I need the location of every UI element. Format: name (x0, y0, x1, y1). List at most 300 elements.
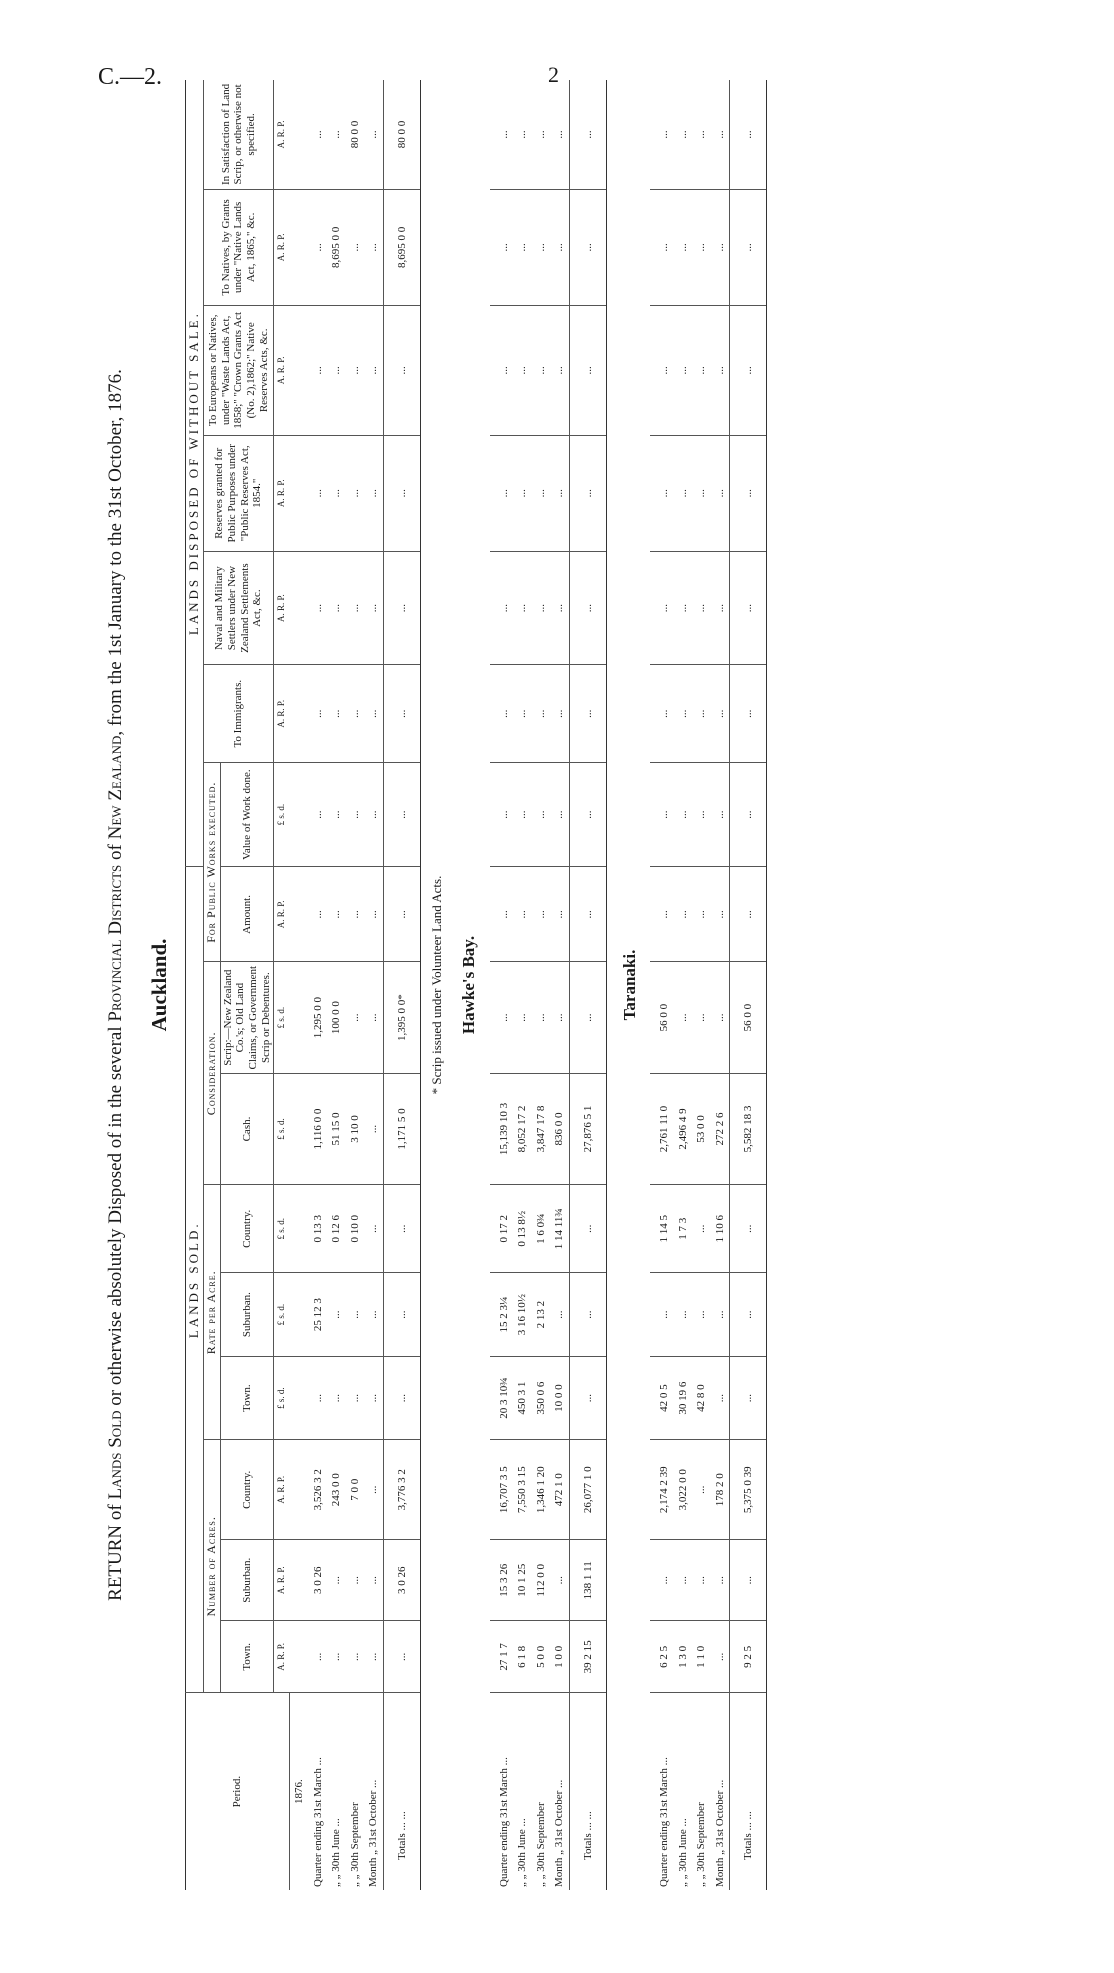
table-cell: ... (490, 665, 514, 762)
totals-cell: ... (730, 1273, 767, 1357)
table-cell: ... (692, 1273, 711, 1357)
table-cell: 27 1 7 (490, 1621, 514, 1693)
totals-cell: 5,375 0 39 (730, 1440, 767, 1540)
table-row (532, 80, 551, 1890)
table-cell: ... (346, 962, 365, 1073)
table-cell: 3,526 3 2 (309, 1440, 328, 1540)
table-cell: ... (364, 1073, 383, 1184)
totals-cell: ... (730, 305, 767, 435)
period-cell: „ „ 30th September (534, 1802, 547, 1887)
table-cell: ... (513, 867, 532, 962)
table-cell: ... (711, 80, 730, 189)
table-cell: ... (309, 189, 328, 305)
totals-cell: 1,395 0 0* (383, 962, 420, 1073)
table-cell: 10 1 25 (513, 1540, 532, 1621)
consideration-header: Consideration. (203, 962, 220, 1185)
period-cell: „ „ 30th June ... (330, 1818, 343, 1887)
table-cell: 6 2 5 (650, 1621, 674, 1693)
table-cell: ... (364, 551, 383, 665)
table-cell: ... (692, 435, 711, 551)
table-cell: 0 10 0 (346, 1185, 365, 1273)
section-heading: Taranaki. (619, 949, 639, 1021)
totals-cell: 8,695 0 0 (383, 189, 420, 305)
table-cell: ... (550, 80, 569, 189)
section-heading: Hawke's Bay. (459, 935, 479, 1035)
totals-cell: ... (569, 1185, 606, 1273)
table-cell: ... (650, 665, 674, 762)
scrip-header: Scrip:—New Zealand Co.'s; Old Land Claims, or Government Scrip or Debentures. (220, 962, 274, 1073)
table-cell: ... (711, 962, 730, 1073)
totals-cell: ... (569, 867, 606, 962)
table-cell: ... (364, 1185, 383, 1273)
table-cell: ... (490, 189, 514, 305)
table-cell: 1 3 0 (674, 1621, 693, 1693)
table-cell: ... (692, 305, 711, 435)
page-code: C.—2. (98, 64, 163, 90)
table-cell: 1,346 1 20 (532, 1440, 551, 1540)
table-row (309, 80, 328, 1890)
period-cell: Month „ 31st October ... (713, 1779, 726, 1887)
table-cell: 15 2 3¼ (490, 1273, 514, 1357)
totals-cell: ... (383, 435, 420, 551)
period-cell: Month „ 31st October ... (553, 1779, 566, 1887)
table-cell: ... (364, 435, 383, 551)
table-cell: ... (532, 551, 551, 665)
footnote-row (420, 80, 446, 1890)
totals-cell: ... (569, 1273, 606, 1357)
table-cell: 7 0 0 (346, 1440, 365, 1540)
table-cell: 7,550 3 15 (513, 1440, 532, 1540)
table-cell: ... (346, 1540, 365, 1621)
table-cell: ... (327, 305, 346, 435)
acres-town-header: Town. (220, 1621, 274, 1693)
period-cell: „ „ 30th June ... (676, 1818, 689, 1887)
table-cell: ... (490, 551, 514, 665)
table-cell: 10 0 0 (550, 1356, 569, 1440)
totals-label: Totals ... ... (730, 1693, 767, 1890)
table-cell: ... (692, 762, 711, 866)
table-cell: 1 14 11¾ (550, 1185, 569, 1273)
table-row (650, 80, 674, 1890)
table-cell: ... (490, 867, 514, 962)
totals-cell: 39 2 15 (569, 1621, 606, 1693)
totals-cell: ... (383, 1273, 420, 1357)
amount-header: Amount. (220, 867, 274, 962)
table-cell: ... (550, 189, 569, 305)
table-cell: ... (513, 435, 532, 551)
section-heading-row (606, 80, 650, 1890)
table-row (674, 80, 693, 1890)
table-cell: ... (513, 305, 532, 435)
year-label: 1876. (293, 1779, 306, 1805)
table-cell: ... (490, 762, 514, 866)
table-cell: 100 0 0 (327, 962, 346, 1073)
period-cell: Quarter ending 31st March ... (497, 1757, 510, 1887)
table-cell: ... (550, 867, 569, 962)
table-cell: 472 1 0 (550, 1440, 569, 1540)
totals-cell: 1,171 5 0 (383, 1073, 420, 1184)
table-cell: ... (364, 665, 383, 762)
table-row (513, 80, 532, 1890)
totals-cell: ... (730, 435, 767, 551)
table-cell: ... (650, 762, 674, 866)
totals-cell: 138 1 11 (569, 1540, 606, 1621)
period-cell: „ „ 30th September (348, 1802, 361, 1887)
table-cell: 1,295 0 0 (309, 962, 328, 1073)
table-cell: ... (364, 867, 383, 962)
period-header: Period. (186, 1693, 290, 1890)
table-cell: ... (711, 189, 730, 305)
table-cell: ... (364, 1440, 383, 1540)
period-cell: Quarter ending 31st March ... (311, 1757, 324, 1887)
totals-cell: ... (569, 189, 606, 305)
totals-cell: ... (730, 1356, 767, 1440)
table-cell: ... (674, 189, 693, 305)
totals-cell: ... (730, 551, 767, 665)
table-cell: ... (364, 762, 383, 866)
table-cell: ... (327, 1540, 346, 1621)
table-cell: ... (513, 665, 532, 762)
table-cell: ... (532, 435, 551, 551)
table-cell: 8,052 17 2 (513, 1073, 532, 1184)
table-cell: ... (550, 551, 569, 665)
totals-cell: ... (730, 762, 767, 866)
totals-cell: 9 2 5 (730, 1621, 767, 1693)
table-cell: ... (674, 665, 693, 762)
table-cell: ... (692, 1185, 711, 1273)
totals-cell: ... (730, 189, 767, 305)
table-cell: ... (309, 1621, 328, 1693)
table-cell: 0 13 3 (309, 1185, 328, 1273)
table-cell: ... (327, 665, 346, 762)
table-cell: ... (309, 80, 328, 189)
table-cell: ... (346, 1621, 365, 1693)
table-cell: 112 0 0 (532, 1540, 551, 1621)
table-cell: 1 6 0¾ (532, 1185, 551, 1273)
table-cell: 2,496 4 9 (674, 1073, 693, 1184)
table-cell: 0 12 6 (327, 1185, 346, 1273)
table-cell: ... (532, 665, 551, 762)
europeans-header: To Europeans or Natives, under "Waste Lands Act, 1858;" "Crown Grants Act (No. 2),1862;" Native Reserves Acts, &c. (203, 305, 273, 435)
cash-header: Cash. (220, 1073, 274, 1184)
year-row (290, 80, 309, 1890)
table-cell: 6 1 8 (513, 1621, 532, 1693)
table-cell: ... (692, 189, 711, 305)
table-cell: ... (692, 80, 711, 189)
natives-header: To Natives, by Grants under "Native Lands Act, 1865," &c. (203, 189, 273, 305)
table-cell: ... (364, 1273, 383, 1357)
table-cell: ... (364, 80, 383, 189)
page-number: 2 (548, 62, 559, 87)
rotated-table-page (105, 80, 985, 1890)
totals-cell: 26,077 1 0 (569, 1440, 606, 1540)
section-heading-row (446, 80, 490, 1890)
table-cell: 1 1 0 (692, 1621, 711, 1693)
table-cell: ... (346, 435, 365, 551)
table-cell: 450 3 1 (513, 1356, 532, 1440)
table-cell: ... (711, 1540, 730, 1621)
table-cell: ... (513, 551, 532, 665)
table-cell: 3 10 0 (346, 1073, 365, 1184)
table-cell: 42 0 5 (650, 1356, 674, 1440)
table-cell: ... (674, 762, 693, 866)
totals-cell: 56 0 0 (730, 962, 767, 1073)
table-cell: 0 13 8½ (513, 1185, 532, 1273)
table-cell: ... (550, 665, 569, 762)
table-cell: ... (650, 189, 674, 305)
table-cell: ... (364, 1621, 383, 1693)
table-cell: ... (650, 80, 674, 189)
table-cell: ... (692, 551, 711, 665)
table-cell: 350 0 6 (532, 1356, 551, 1440)
table-cell: ... (309, 435, 328, 551)
table-row (490, 80, 514, 1890)
table-cell: ... (346, 305, 365, 435)
table-cell: ... (674, 867, 693, 962)
table-cell: ... (364, 1356, 383, 1440)
table-cell: 56 0 0 (650, 962, 674, 1073)
table-row (692, 80, 711, 1890)
table-cell: 1,116 0 0 (309, 1073, 328, 1184)
table-cell: ... (327, 435, 346, 551)
table-cell: ... (513, 189, 532, 305)
number-of-acres-header: Number of Acres. (203, 1440, 220, 1693)
acres-country-header: Country. (220, 1440, 274, 1540)
footnote: * Scrip issued under Volunteer Land Acts. (428, 875, 444, 1095)
totals-cell: ... (569, 762, 606, 866)
table-cell: ... (650, 435, 674, 551)
immigrants-header: To Immigrants. (203, 665, 273, 762)
totals-row (730, 80, 767, 1890)
table-cell: ... (711, 1356, 730, 1440)
table-cell: 2,174 2 39 (650, 1440, 674, 1540)
table-cell: ... (490, 305, 514, 435)
totals-cell: ... (730, 80, 767, 189)
table-cell: ... (327, 1621, 346, 1693)
table-cell: ... (692, 1540, 711, 1621)
table-cell: ... (364, 962, 383, 1073)
table-cell: ... (309, 551, 328, 665)
satisfaction-header: In Satisfaction of Land Scrip, or otherwise not specified. (203, 80, 273, 189)
table-cell: 80 0 0 (346, 80, 365, 189)
table-cell: ... (674, 80, 693, 189)
totals-cell: ... (730, 1185, 767, 1273)
table-cell: ... (309, 305, 328, 435)
period-cell: „ „ 30th June ... (516, 1818, 529, 1887)
table-cell: ... (327, 1273, 346, 1357)
table-cell: 30 19 6 (674, 1356, 693, 1440)
table-cell: 51 15 0 (327, 1073, 346, 1184)
totals-cell: ... (569, 665, 606, 762)
table-cell: ... (327, 80, 346, 189)
totals-cell: ... (383, 1356, 420, 1440)
table-cell: ... (550, 435, 569, 551)
totals-cell: ... (569, 80, 606, 189)
table-cell: ... (692, 867, 711, 962)
table-cell: ... (650, 1273, 674, 1357)
rate-town-header: Town. (220, 1356, 274, 1440)
table-cell: 53 0 0 (692, 1073, 711, 1184)
table-cell: ... (674, 551, 693, 665)
table-body (290, 80, 767, 1890)
table-cell: 2,761 11 0 (650, 1073, 674, 1184)
table-row (711, 80, 730, 1890)
table-cell: 42 8 0 (692, 1356, 711, 1440)
table-cell: 2 13 2 (532, 1273, 551, 1357)
acres-suburban-header: Suburban. (220, 1540, 274, 1621)
table-cell: ... (532, 762, 551, 866)
table-cell: ... (692, 665, 711, 762)
lands-disposed-header: LANDS DISPOSED OF WITHOUT SALE. (186, 80, 204, 867)
public-works-header: For Public Works executed. (203, 762, 220, 962)
table-cell: ... (674, 305, 693, 435)
table-cell: 243 0 0 (327, 1440, 346, 1540)
table-cell: ... (513, 962, 532, 1073)
table-cell: ... (674, 1273, 693, 1357)
table-cell: 20 3 10¾ (490, 1356, 514, 1440)
table-cell: ... (490, 962, 514, 1073)
totals-cell: 80 0 0 (383, 80, 420, 189)
table-cell: 3 16 10½ (513, 1273, 532, 1357)
table-cell: ... (674, 1540, 693, 1621)
totals-cell: ... (383, 1185, 420, 1273)
table-cell: ... (532, 305, 551, 435)
table-cell: 15 3 26 (490, 1540, 514, 1621)
table-cell: 3 0 26 (309, 1540, 328, 1621)
table-cell: ... (650, 305, 674, 435)
totals-cell: ... (730, 867, 767, 962)
rate-per-acre-header: Rate per Acre. (203, 1185, 220, 1440)
table-cell: ... (711, 762, 730, 866)
table-cell: ... (550, 1540, 569, 1621)
table-row (346, 80, 365, 1890)
table-cell: ... (364, 305, 383, 435)
table-cell: ... (490, 80, 514, 189)
rate-suburban-header: Suburban. (220, 1273, 274, 1357)
table-cell: 0 17 2 (490, 1185, 514, 1273)
table-row (550, 80, 569, 1890)
table-cell: ... (490, 435, 514, 551)
table-cell: ... (674, 962, 693, 1073)
table-cell: ... (532, 962, 551, 1073)
totals-label: Totals ... ... (383, 1693, 420, 1890)
table-cell: 15,139 10 3 (490, 1073, 514, 1184)
period-cell: Month „ 31st October ... (367, 1779, 380, 1887)
naval-header: Naval and Military Settlers under New Zealand Settlements Act, &c. (203, 551, 273, 665)
table-cell: ... (692, 962, 711, 1073)
table-cell: ... (532, 80, 551, 189)
table-cell: 1 10 6 (711, 1185, 730, 1273)
table-cell: ... (650, 1540, 674, 1621)
table-cell: ... (346, 189, 365, 305)
table-row (364, 80, 383, 1890)
table-cell: ... (711, 1621, 730, 1693)
table-cell: 16,707 3 5 (490, 1440, 514, 1540)
totals-cell: ... (383, 867, 420, 962)
value-header: Value of Work done. (220, 762, 274, 866)
period-cell: Quarter ending 31st March ... (658, 1757, 671, 1887)
table-cell: 3,847 17 8 (532, 1073, 551, 1184)
table-cell: 3,022 0 0 (674, 1440, 693, 1540)
table-cell: ... (711, 665, 730, 762)
table-cell: 1 14 5 (650, 1185, 674, 1273)
totals-label: Totals ... ... (569, 1693, 606, 1890)
totals-row (569, 80, 606, 1890)
table-cell: ... (692, 1440, 711, 1540)
table-cell: ... (309, 1356, 328, 1440)
section-heading-auckland: Auckland. (147, 938, 171, 1032)
table-cell: ... (711, 305, 730, 435)
period-cell: „ „ 30th September (695, 1802, 708, 1887)
table-cell: ... (327, 762, 346, 866)
totals-cell: ... (730, 1540, 767, 1621)
table-cell: 836 0 0 (550, 1073, 569, 1184)
table-cell: ... (309, 867, 328, 962)
table-cell: ... (550, 305, 569, 435)
table-cell: ... (711, 867, 730, 962)
table-cell: ... (650, 867, 674, 962)
totals-cell: ... (383, 305, 420, 435)
table-cell: ... (346, 1273, 365, 1357)
totals-cell: ... (383, 665, 420, 762)
rate-country-header: Country. (220, 1185, 274, 1273)
table-cell: ... (711, 1273, 730, 1357)
totals-cell: ... (569, 305, 606, 435)
table-cell: ... (711, 551, 730, 665)
totals-cell: ... (383, 1621, 420, 1693)
table-cell: 5 0 0 (532, 1621, 551, 1693)
table-cell: ... (327, 867, 346, 962)
table-row (327, 80, 346, 1890)
table-cell: ... (364, 189, 383, 305)
totals-cell: 27,876 5 1 (569, 1073, 606, 1184)
table-cell: ... (309, 665, 328, 762)
totals-cell: 3 0 26 (383, 1540, 420, 1621)
table-cell: ... (550, 962, 569, 1073)
totals-cell: 5,582 18 3 (730, 1073, 767, 1184)
table-cell: ... (346, 867, 365, 962)
totals-cell: ... (569, 551, 606, 665)
table-cell: ... (513, 80, 532, 189)
document-title: RETURN of Lands Sold or otherwise absolutely Disposed of in the several Provincial Districts of New Zealand, from the 1st January to the 31st October, 1876. (105, 369, 126, 1601)
table-cell: ... (513, 762, 532, 866)
table-cell: ... (346, 762, 365, 866)
totals-cell: 3,776 3 2 (383, 1440, 420, 1540)
totals-cell: ... (569, 962, 606, 1073)
lands-sold-header: LANDS SOLD. (186, 867, 204, 1693)
table-cell: ... (346, 665, 365, 762)
table-cell: ... (532, 867, 551, 962)
table-cell: ... (650, 551, 674, 665)
table-cell: ... (346, 1356, 365, 1440)
table-cell: 1 7 3 (674, 1185, 693, 1273)
lands-return-table (185, 80, 767, 1890)
table-cell: ... (674, 435, 693, 551)
totals-cell: ... (730, 665, 767, 762)
table-cell: ... (711, 435, 730, 551)
table-cell: 272 2 6 (711, 1073, 730, 1184)
units-row: A. R. P. A. R. P. A. R. P. £ s. d. £ s. d. £ s. d. £ s. d. £ s. d. A. R. P. £ s. d. A. R. P. A. R. P. A. R. P. A. R. P. A. R. P. A. R. P. (274, 80, 290, 1890)
totals-cell: ... (383, 551, 420, 665)
totals-row (383, 80, 420, 1890)
totals-cell: ... (569, 435, 606, 551)
table-cell: ... (327, 1356, 346, 1440)
table-cell: ... (327, 551, 346, 665)
totals-cell: ... (569, 1356, 606, 1440)
table-cell: 25 12 3 (309, 1273, 328, 1357)
table-cell: ... (550, 1273, 569, 1357)
table-cell: ... (532, 189, 551, 305)
